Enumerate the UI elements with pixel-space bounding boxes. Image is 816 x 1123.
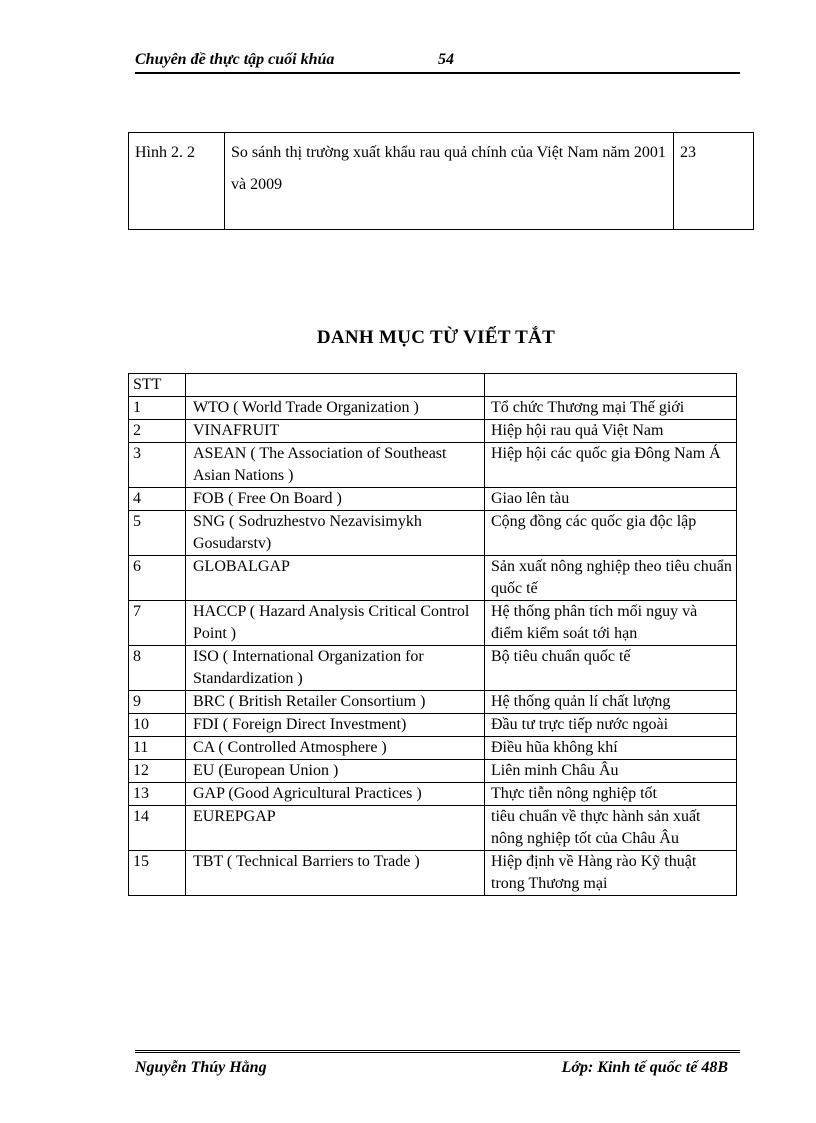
row-number: 7 bbox=[129, 601, 186, 646]
figure-page: 23 bbox=[674, 133, 754, 230]
row-number: 9 bbox=[129, 691, 186, 714]
row-number: 10 bbox=[129, 714, 186, 737]
page-header bbox=[135, 48, 740, 74]
abbreviation-term: WTO ( World Trade Organization ) bbox=[186, 397, 485, 420]
row-number: 4 bbox=[129, 488, 186, 511]
table-row bbox=[129, 397, 737, 420]
abbreviation-term: SNG ( Sodruzhestvo Nezavisimykh Gosudarstv) bbox=[186, 511, 485, 556]
abbreviation-meaning: Hiệp hội rau quả Việt Nam bbox=[485, 420, 737, 443]
table-row bbox=[129, 714, 737, 737]
column-header-meaning bbox=[485, 374, 737, 397]
row-number: 8 bbox=[129, 646, 186, 691]
row-number: 11 bbox=[129, 737, 186, 760]
row-number: 1 bbox=[129, 397, 186, 420]
table-row bbox=[129, 737, 737, 760]
document-title: Chuyên đề thực tập cuối khúa bbox=[135, 51, 335, 68]
abbreviation-meaning: Bộ tiêu chuẩn quốc tế bbox=[485, 646, 737, 691]
abbreviation-table bbox=[128, 373, 737, 896]
abbreviation-meaning: Điều hũa không khí bbox=[485, 737, 737, 760]
abbreviation-term: CA ( Controlled Atmosphere ) bbox=[186, 737, 485, 760]
table-row bbox=[129, 556, 737, 601]
table-row bbox=[129, 601, 737, 646]
abbreviation-meaning: Giao lên tàu bbox=[485, 488, 737, 511]
figure-label: Hình 2. 2 bbox=[129, 133, 225, 230]
abbreviation-term: FOB ( Free On Board ) bbox=[186, 488, 485, 511]
row-number: 3 bbox=[129, 443, 186, 488]
abbreviation-meaning: Hệ thống phân tích mối nguy và điểm kiểm soát tới hạn bbox=[485, 601, 737, 646]
abbreviation-meaning: Thực tiễn nông nghiệp tốt bbox=[485, 783, 737, 806]
table-row bbox=[129, 783, 737, 806]
row-number: 15 bbox=[129, 851, 186, 896]
table-row bbox=[129, 806, 737, 851]
abbreviation-meaning: Liên minh Châu Âu bbox=[485, 760, 737, 783]
abbreviation-header-row bbox=[129, 374, 737, 397]
page-number: 54 bbox=[438, 51, 454, 68]
table-row bbox=[129, 851, 737, 896]
table-row bbox=[129, 488, 737, 511]
table-row bbox=[129, 443, 737, 488]
table-row bbox=[129, 646, 737, 691]
table-row bbox=[129, 420, 737, 443]
abbreviation-meaning: Hiệp hội các quốc gia Đông Nam Á bbox=[485, 443, 737, 488]
abbreviation-meaning: Đầu tư trực tiếp nước ngoài bbox=[485, 714, 737, 737]
abbreviation-term: ASEAN ( The Association of Southeast Asian Nations ) bbox=[186, 443, 485, 488]
table-row bbox=[129, 511, 737, 556]
abbreviation-term: VINAFRUIT bbox=[186, 420, 485, 443]
table-row bbox=[129, 760, 737, 783]
abbreviation-term: HACCP ( Hazard Analysis Critical Control Point ) bbox=[186, 601, 485, 646]
footer-class: Lớp: Kinh tế quốc tế 48B bbox=[561, 1059, 728, 1076]
abbreviation-meaning: Sản xuất nông nghiệp theo tiêu chuẩn quốc tế bbox=[485, 556, 737, 601]
row-number: 5 bbox=[129, 511, 186, 556]
abbreviation-meaning: Hiệp định về Hàng rào Kỹ thuật trong Thương mại bbox=[485, 851, 737, 896]
abbreviation-term: EU (European Union ) bbox=[186, 760, 485, 783]
abbreviation-term: BRC ( British Retailer Consortium ) bbox=[186, 691, 485, 714]
abbreviation-term: TBT ( Technical Barriers to Trade ) bbox=[186, 851, 485, 896]
page-footer bbox=[135, 1050, 740, 1081]
figure-list-table bbox=[128, 132, 754, 230]
abbreviation-meaning: Cộng đồng các quốc gia độc lập bbox=[485, 511, 737, 556]
abbreviation-term: ISO ( International Organization for Standardization ) bbox=[186, 646, 485, 691]
abbreviation-meaning: Tổ chức Thương mại Thế giới bbox=[485, 397, 737, 420]
column-header-stt: STT bbox=[129, 374, 186, 397]
abbreviation-term: EUREPGAP bbox=[186, 806, 485, 851]
footer-author: Nguyễn Thúy Hằng bbox=[135, 1059, 267, 1076]
abbreviation-term: FDI ( Foreign Direct Investment) bbox=[186, 714, 485, 737]
row-number: 12 bbox=[129, 760, 186, 783]
row-number: 6 bbox=[129, 556, 186, 601]
abbreviation-term: GAP (Good Agricultural Practices ) bbox=[186, 783, 485, 806]
table-row bbox=[129, 691, 737, 714]
figure-row bbox=[129, 133, 754, 230]
row-number: 2 bbox=[129, 420, 186, 443]
row-number: 14 bbox=[129, 806, 186, 851]
abbreviation-heading: DANH MỤC TỪ VIẾT TẮT bbox=[316, 327, 556, 348]
abbreviation-term: GLOBALGAP bbox=[186, 556, 485, 601]
column-header-term bbox=[186, 374, 485, 397]
figure-description: So sánh thị trường xuất khẩu rau quả chính của Việt Nam năm 2001 và 2009 bbox=[225, 133, 674, 230]
abbreviation-meaning: Hệ thống quản lí chất lượng bbox=[485, 691, 737, 714]
abbreviation-meaning: tiêu chuẩn về thực hành sản xuất nông nghiệp tốt của Châu Âu bbox=[485, 806, 737, 851]
row-number: 13 bbox=[129, 783, 186, 806]
